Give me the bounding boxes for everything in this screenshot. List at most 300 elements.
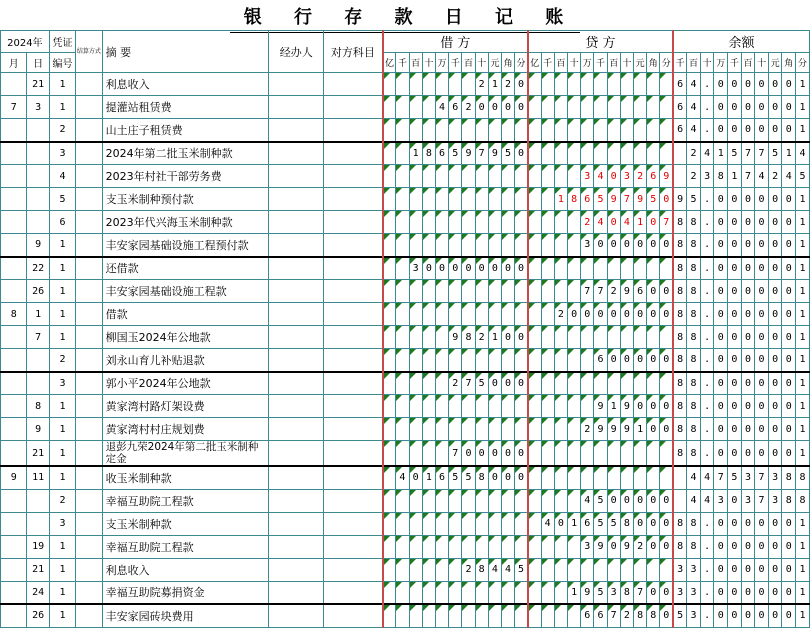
debit-digit: 5 (449, 142, 462, 165)
cell-day: 19 (27, 535, 49, 558)
cell-summary: 丰安家园基础设施工程预付款 (102, 234, 269, 257)
cell-summary: 幸福互助院工程款 (102, 489, 269, 512)
balance-digit: . (700, 581, 714, 604)
header-credit-digit: 十 (567, 53, 580, 73)
credit-digit: 5 (607, 512, 620, 535)
balance-digit: 8 (673, 234, 687, 257)
cell-counter (324, 280, 383, 303)
credit-digit: 0 (647, 512, 660, 535)
debit-digit (422, 395, 435, 418)
cell-summary: 郭小平2024年公地款 (102, 372, 269, 395)
credit-digit (581, 558, 594, 581)
balance-digit: 4 (687, 466, 701, 489)
credit-digit (594, 441, 607, 467)
balance-digit: 8 (673, 211, 687, 234)
debit-digit (488, 418, 501, 441)
debit-digit: 0 (501, 326, 514, 349)
credit-digit (660, 326, 673, 349)
cell-counter (324, 466, 383, 489)
credit-digit: 0 (647, 234, 660, 257)
cell-day: 26 (27, 280, 49, 303)
table-row (1, 372, 810, 395)
balance-digit: 0 (728, 211, 742, 234)
cell-voucher: 2 (49, 489, 75, 512)
balance-digit: 0 (741, 581, 755, 604)
balance-digit: 0 (741, 418, 755, 441)
debit-digit (383, 418, 396, 441)
debit-digit (501, 234, 514, 257)
credit-digit (647, 142, 660, 165)
header-balance-digit: 十 (700, 53, 714, 73)
balance-digit: 0 (714, 280, 728, 303)
debit-digit (449, 489, 462, 512)
balance-digit: 8 (673, 326, 687, 349)
cell-summary: 提灌站租赁费 (102, 96, 269, 119)
debit-digit (396, 372, 409, 395)
credit-digit: 2 (620, 604, 633, 627)
debit-digit (435, 581, 448, 604)
debit-digit (435, 165, 448, 188)
debit-digit (475, 604, 488, 627)
debit-digit (396, 326, 409, 349)
cell-voucher: 1 (49, 466, 75, 489)
balance-digit: 8 (687, 257, 701, 280)
cell-summary: 还借款 (102, 257, 269, 280)
debit-digit (435, 211, 448, 234)
credit-digit (528, 234, 541, 257)
debit-digit: 2 (475, 73, 488, 96)
credit-digit (528, 558, 541, 581)
cell-handler (269, 581, 324, 604)
credit-digit: 0 (620, 349, 633, 372)
cell-day: 8 (27, 395, 49, 418)
balance-digit: 0 (728, 234, 742, 257)
credit-digit: 6 (581, 604, 594, 627)
balance-digit: 0 (714, 441, 728, 467)
balance-digit: 3 (700, 165, 714, 188)
debit-digit (515, 512, 528, 535)
table-row (1, 165, 810, 188)
debit-digit (515, 119, 528, 142)
credit-digit (607, 73, 620, 96)
balance-digit: 1 (796, 280, 810, 303)
credit-digit (554, 418, 567, 441)
credit-digit: 3 (581, 535, 594, 558)
debit-digit: 0 (475, 441, 488, 467)
table-row (1, 280, 810, 303)
balance-digit: 4 (700, 142, 714, 165)
balance-digit: 8 (714, 165, 728, 188)
ledger-title-bar (0, 0, 810, 30)
balance-digit: 0 (728, 119, 742, 142)
credit-digit: 2 (634, 535, 647, 558)
debit-digit (501, 188, 514, 211)
balance-digit: 6 (673, 73, 687, 96)
debit-digit (383, 211, 396, 234)
credit-digit: 0 (607, 165, 620, 188)
balance-digit: 0 (768, 280, 782, 303)
debit-digit (488, 188, 501, 211)
credit-digit (541, 257, 554, 280)
credit-digit (541, 73, 554, 96)
credit-digit (634, 372, 647, 395)
cell-summary: 丰安家园砖块费用 (102, 604, 269, 627)
cell-summary: 幸福互助院工程款 (102, 535, 269, 558)
debit-digit (488, 280, 501, 303)
credit-digit (554, 489, 567, 512)
debit-digit (449, 418, 462, 441)
credit-digit (541, 489, 554, 512)
credit-digit (541, 418, 554, 441)
credit-digit: 9 (620, 535, 633, 558)
cell-voucher: 1 (49, 558, 75, 581)
credit-digit (528, 489, 541, 512)
cell-counter (324, 326, 383, 349)
balance-digit: 0 (755, 418, 769, 441)
balance-digit: 0 (714, 349, 728, 372)
credit-digit (620, 326, 633, 349)
credit-digit (554, 604, 567, 627)
cell-day (27, 512, 49, 535)
credit-digit (607, 466, 620, 489)
credit-digit (554, 466, 567, 489)
balance-digit: 1 (796, 418, 810, 441)
debit-digit (501, 211, 514, 234)
credit-digit (554, 96, 567, 119)
cell-day: 7 (27, 326, 49, 349)
balance-digit: 6 (673, 96, 687, 119)
credit-digit: 9 (607, 418, 620, 441)
cell-handler (269, 73, 324, 96)
credit-digit (541, 96, 554, 119)
header-credit-digit: 分 (660, 53, 673, 73)
cell-month (1, 234, 27, 257)
debit-digit (488, 349, 501, 372)
balance-digit: 0 (755, 280, 769, 303)
credit-digit (528, 142, 541, 165)
header-credit-digit: 十 (620, 53, 633, 73)
credit-digit (581, 326, 594, 349)
header-balance-digit: 百 (741, 53, 755, 73)
balance-digit: 7 (755, 142, 769, 165)
debit-digit (435, 372, 448, 395)
cell-day (27, 142, 49, 165)
credit-digit (581, 372, 594, 395)
debit-digit (435, 441, 448, 467)
debit-digit (475, 165, 488, 188)
credit-digit (607, 142, 620, 165)
credit-digit (581, 441, 594, 467)
cell-settle (76, 441, 102, 467)
credit-digit (581, 257, 594, 280)
balance-digit: . (700, 211, 714, 234)
debit-digit (409, 73, 422, 96)
debit-digit (449, 395, 462, 418)
header-year: 2024年 (1, 31, 50, 53)
cell-handler (269, 96, 324, 119)
debit-digit (475, 418, 488, 441)
credit-digit (567, 535, 580, 558)
debit-digit (422, 234, 435, 257)
credit-digit: 7 (594, 280, 607, 303)
debit-digit (422, 119, 435, 142)
balance-digit: 5 (768, 142, 782, 165)
credit-digit: 5 (594, 581, 607, 604)
balance-digit: 8 (687, 441, 701, 467)
credit-digit: 9 (607, 188, 620, 211)
debit-digit (383, 257, 396, 280)
cell-voucher: 2 (49, 119, 75, 142)
cell-voucher: 1 (49, 280, 75, 303)
credit-digit (554, 441, 567, 467)
credit-digit: 0 (607, 211, 620, 234)
balance-digit: 4 (687, 96, 701, 119)
debit-digit (501, 581, 514, 604)
cell-handler (269, 441, 324, 467)
credit-digit: 1 (567, 512, 580, 535)
credit-digit (607, 96, 620, 119)
credit-digit (554, 558, 567, 581)
credit-digit (660, 441, 673, 467)
credit-digit: 6 (581, 188, 594, 211)
balance-digit: 0 (768, 604, 782, 627)
credit-digit: 0 (660, 604, 673, 627)
cell-handler (269, 280, 324, 303)
credit-digit: 7 (620, 188, 633, 211)
balance-digit: 0 (755, 234, 769, 257)
balance-digit: 0 (768, 372, 782, 395)
cell-day (27, 188, 49, 211)
credit-digit (660, 466, 673, 489)
debit-digit (383, 234, 396, 257)
balance-digit: 0 (728, 257, 742, 280)
debit-digit (396, 418, 409, 441)
balance-digit: 8 (687, 372, 701, 395)
table-row (1, 489, 810, 512)
cell-settle (76, 418, 102, 441)
balance-digit: 0 (714, 418, 728, 441)
balance-digit: 0 (782, 211, 796, 234)
credit-digit: 1 (567, 581, 580, 604)
credit-digit (594, 73, 607, 96)
debit-digit: 9 (462, 142, 475, 165)
debit-digit: 8 (462, 326, 475, 349)
header-debit: 借 方 (383, 31, 528, 53)
cell-handler (269, 165, 324, 188)
debit-digit (396, 119, 409, 142)
debit-digit (449, 349, 462, 372)
debit-digit: 0 (475, 257, 488, 280)
balance-digit: 0 (755, 96, 769, 119)
debit-digit (475, 395, 488, 418)
debit-digit (422, 418, 435, 441)
cell-settle (76, 395, 102, 418)
cell-summary: 支玉米制种预付款 (102, 188, 269, 211)
debit-digit (396, 142, 409, 165)
debit-digit (396, 73, 409, 96)
balance-digit: 0 (728, 535, 742, 558)
balance-digit: 0 (728, 512, 742, 535)
header-debit-digit: 角 (501, 53, 514, 73)
cell-counter (324, 558, 383, 581)
balance-digit: 1 (796, 372, 810, 395)
debit-digit: 0 (409, 466, 422, 489)
cell-day: 3 (27, 96, 49, 119)
cell-day: 21 (27, 73, 49, 96)
debit-digit (449, 73, 462, 96)
credit-digit: 0 (634, 489, 647, 512)
debit-digit: 2 (462, 558, 475, 581)
credit-digit (607, 326, 620, 349)
balance-digit: 1 (796, 73, 810, 96)
balance-digit: . (700, 326, 714, 349)
credit-digit: 2 (554, 303, 567, 326)
debit-digit (475, 211, 488, 234)
credit-digit (554, 395, 567, 418)
debit-digit (396, 280, 409, 303)
balance-digit: . (700, 303, 714, 326)
balance-digit: 8 (687, 211, 701, 234)
debit-digit (422, 303, 435, 326)
credit-digit (567, 441, 580, 467)
debit-digit (501, 512, 514, 535)
credit-digit: 9 (620, 280, 633, 303)
credit-digit: 1 (607, 395, 620, 418)
debit-digit (422, 372, 435, 395)
balance-digit: 0 (768, 96, 782, 119)
credit-digit (567, 418, 580, 441)
balance-digit: 3 (673, 558, 687, 581)
debit-digit (396, 188, 409, 211)
debit-digit (501, 418, 514, 441)
credit-digit (634, 558, 647, 581)
credit-digit: 0 (634, 303, 647, 326)
balance-digit: . (700, 418, 714, 441)
cell-month (1, 188, 27, 211)
cell-month (1, 395, 27, 418)
credit-digit (634, 257, 647, 280)
debit-digit: 8 (475, 466, 488, 489)
credit-digit (660, 96, 673, 119)
debit-digit (383, 96, 396, 119)
table-row (1, 604, 810, 627)
cell-voucher: 1 (49, 395, 75, 418)
cell-counter (324, 96, 383, 119)
debit-digit (383, 441, 396, 467)
debit-digit (435, 234, 448, 257)
credit-digit: 7 (634, 581, 647, 604)
cell-handler (269, 211, 324, 234)
credit-digit (541, 326, 554, 349)
balance-digit: 8 (782, 466, 796, 489)
debit-digit (435, 418, 448, 441)
debit-digit (435, 349, 448, 372)
cell-summary: 柳国玉2024年公地款 (102, 326, 269, 349)
credit-digit: 9 (660, 165, 673, 188)
balance-digit: 0 (768, 326, 782, 349)
debit-digit (488, 604, 501, 627)
debit-digit (475, 119, 488, 142)
balance-digit: 4 (687, 489, 701, 512)
credit-digit (567, 234, 580, 257)
balance-digit: . (700, 280, 714, 303)
credit-digit: 8 (567, 188, 580, 211)
cell-counter (324, 418, 383, 441)
debit-digit: 0 (435, 257, 448, 280)
header-debit-digit: 万 (435, 53, 448, 73)
balance-digit: 0 (768, 119, 782, 142)
debit-digit: 8 (422, 142, 435, 165)
debit-digit (449, 165, 462, 188)
credit-digit (607, 372, 620, 395)
cell-handler (269, 119, 324, 142)
cell-counter (324, 119, 383, 142)
balance-digit: 0 (782, 395, 796, 418)
credit-digit (554, 165, 567, 188)
credit-digit (528, 303, 541, 326)
debit-digit (435, 512, 448, 535)
debit-digit: 9 (449, 326, 462, 349)
balance-digit: 0 (714, 234, 728, 257)
credit-digit (528, 466, 541, 489)
debit-digit (475, 188, 488, 211)
cell-month (1, 280, 27, 303)
credit-digit: 0 (647, 280, 660, 303)
balance-digit: . (700, 535, 714, 558)
credit-digit (620, 441, 633, 467)
table-row (1, 535, 810, 558)
cell-voucher: 1 (49, 535, 75, 558)
balance-digit: 0 (782, 234, 796, 257)
balance-digit (673, 489, 687, 512)
debit-digit: 0 (515, 441, 528, 467)
credit-digit: 1 (634, 418, 647, 441)
header-balance-digit: 千 (728, 53, 742, 73)
balance-digit: 8 (673, 441, 687, 467)
balance-digit: 0 (782, 349, 796, 372)
credit-digit (541, 558, 554, 581)
balance-digit: 8 (687, 418, 701, 441)
debit-digit (396, 441, 409, 467)
debit-digit (422, 165, 435, 188)
balance-digit: 0 (755, 211, 769, 234)
credit-digit (581, 142, 594, 165)
debit-digit (435, 489, 448, 512)
credit-digit: 0 (647, 211, 660, 234)
cell-counter (324, 535, 383, 558)
credit-digit (660, 119, 673, 142)
balance-digit: 0 (714, 372, 728, 395)
header-balance-digit: 角 (782, 53, 796, 73)
debit-digit: 0 (501, 257, 514, 280)
debit-digit (462, 119, 475, 142)
debit-digit (422, 512, 435, 535)
balance-digit: 8 (673, 512, 687, 535)
credit-digit (528, 581, 541, 604)
debit-digit (435, 280, 448, 303)
balance-digit: 1 (796, 119, 810, 142)
credit-digit: 8 (634, 604, 647, 627)
cell-settle (76, 349, 102, 372)
balance-digit: 0 (741, 372, 755, 395)
debit-digit (462, 604, 475, 627)
balance-digit: 0 (768, 234, 782, 257)
debit-digit (462, 535, 475, 558)
debit-digit (501, 489, 514, 512)
balance-digit: 0 (741, 604, 755, 627)
debit-digit: 1 (409, 142, 422, 165)
credit-digit (554, 119, 567, 142)
